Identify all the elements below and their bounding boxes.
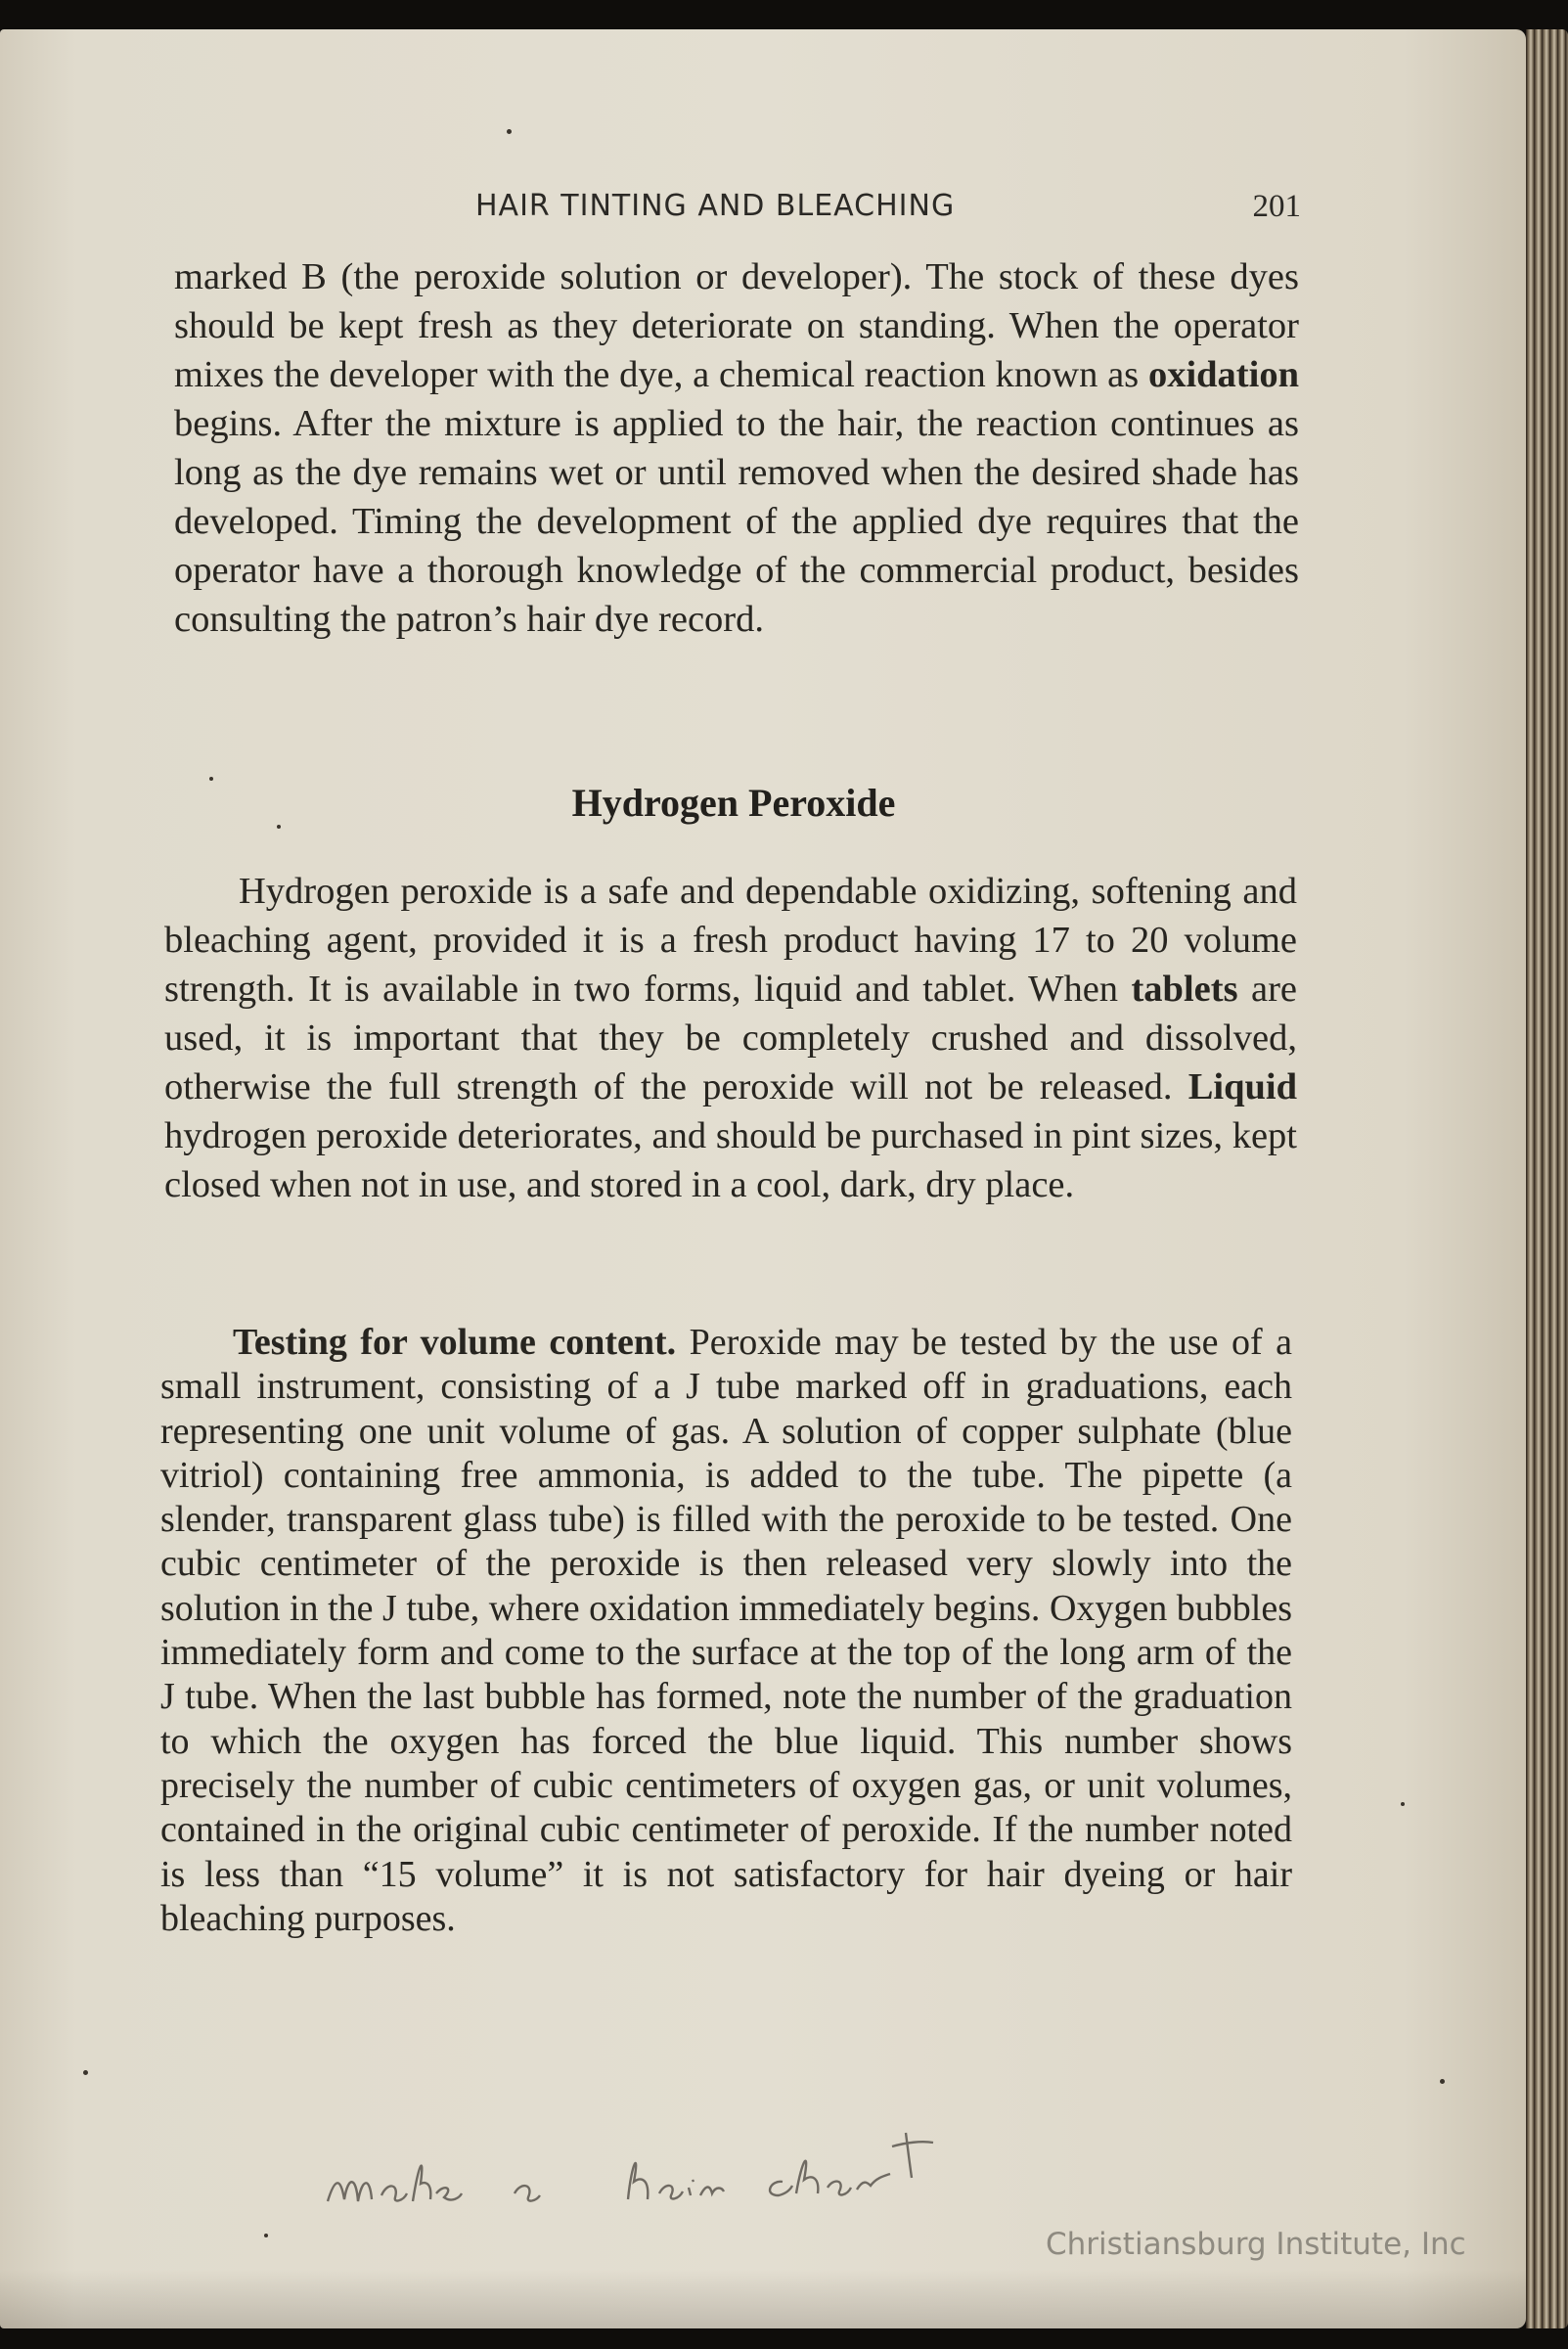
section-heading: Hydrogen Peroxide [571, 781, 896, 825]
paragraph-part-1: Hydrogen peroxide is a safe and dependable oxidizing, softening and bleaching agent, provided it is a fresh product having 17 to 20 volume strength. It is available in two forms, liquid and tablet. When [164, 871, 1297, 1010]
paragraph-part-3: hydrogen peroxide deteriorates, and should be purchased in pint sizes, kept closed when not in use, and stored in a cool, dark, dry place. [164, 1115, 1297, 1205]
paper-speck [1440, 2079, 1445, 2084]
paragraph-text: marked B (the peroxide solution or developer). The stock of these dyes should be kept fresh as they deteriorate on standing. When the operator mixes the developer with the dye, a chemical reaction known as [174, 256, 1299, 395]
paper-speck [83, 2070, 88, 2075]
paragraph-part-2: are used, it is important that they be completely crushed and dissolved, otherwise the full strength of the peroxide will not be released. [164, 969, 1297, 1107]
term-liquid: Liquid [1187, 1066, 1297, 1107]
handwritten-note [323, 2125, 949, 2223]
paper-speck [1401, 1802, 1405, 1806]
paper-speck [277, 825, 281, 829]
handwriting-scribble-icon [323, 2125, 949, 2223]
watermark: Christiansburg Institute, Inc [1046, 2227, 1466, 2262]
paper-speck [209, 777, 213, 781]
paragraph-text-tail: begins. After the mixture is applied to the hair, the reaction continues as long as the dye remains wet or until removed when the desired shade has developed. Timing the development of the applied dye requires that the operator have a thorough knowledge of the commercial product, besides consulting the patron’s hair dye record. [174, 403, 1299, 640]
paper-speck [507, 129, 512, 134]
running-head-title: HAIR TINTING AND BLEACHING [475, 189, 956, 223]
running-head [166, 189, 1301, 232]
paragraph-hydrogen-peroxide [164, 867, 1297, 1209]
page-number: 201 [1252, 189, 1301, 224]
page-edges [1526, 29, 1568, 2328]
term-tablets: tablets [1131, 969, 1238, 1010]
paragraph-dye-oxidation [174, 252, 1299, 644]
paragraph-text: Peroxide may be tested by the use of a small instrument, consisting of a J tube marked off in graduations, each representing one unit volume of gas. A solution of copper sulphate (blue vitriol) containing free ammonia, is added to the tube. The pipette (a slender, transparent glass tube) is filled with the peroxide to be tested. One cubic centimeter of the peroxide is then released very slowly into the solution in the J tube, where oxidation immediately begins. Oxygen bubbles immediately form and come to the surface at the top of the long arm of the J tube. When the last bubble has formed, note the number of the graduation to which the oxygen has forced the blue liquid. This number shows precisely the number of cubic centimeters of oxygen gas, or unit volumes, contained in the original cubic centimeter of peroxide. If the number noted is less than “15 volume” it is not satisfactory for hair dyeing or hair bleaching purposes. [160, 1322, 1292, 1939]
term-oxidation: oxidation [1147, 354, 1299, 395]
paragraph-testing-volume [160, 1321, 1292, 1941]
run-in-heading: Testing for volume content. [233, 1322, 677, 1363]
paper-speck [264, 2234, 268, 2237]
